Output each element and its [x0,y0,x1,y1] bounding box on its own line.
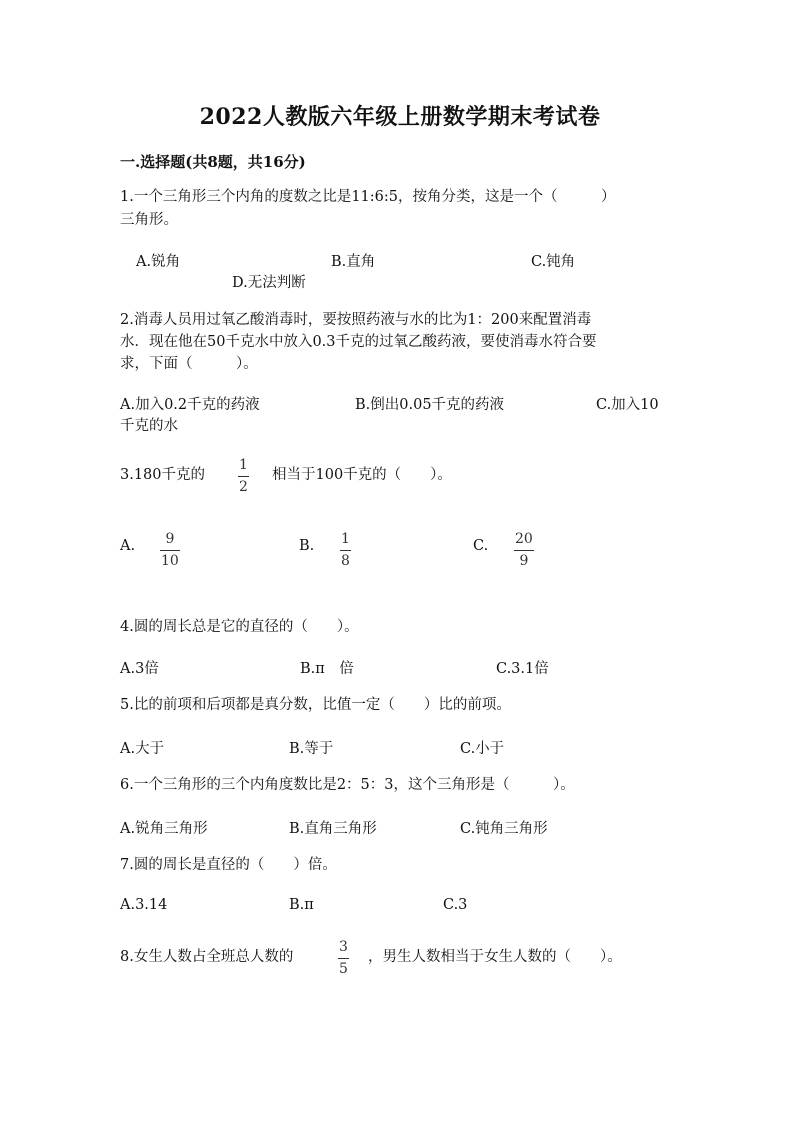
question-4-text: 4.圆的周长总是它的直径的（ ）。 [120,619,359,635]
option-c[interactable]: C.3 [443,897,468,913]
option-d[interactable]: D.无法判断 [232,275,306,291]
option-b[interactable]: B.直角三角形 [289,821,377,837]
fraction-denominator: 9 [519,553,529,569]
option-b[interactable]: B. [299,538,315,554]
fraction-bar [238,476,249,477]
fraction-denominator: 8 [341,553,350,569]
fraction-denominator: 2 [239,479,248,495]
question-7-text: 7.圆的周长是直径的（ ）倍。 [120,857,337,873]
fraction-denominator: 10 [161,553,179,569]
fraction-numerator: 9 [165,531,175,547]
page-title: 2022人教版六年级上册数学期末考试卷 [199,104,601,130]
option-a[interactable]: A. [120,538,136,554]
fraction-numerator: 3 [339,939,348,955]
fraction-bar [160,550,180,551]
fraction-bar [338,958,349,959]
question-6-text: 6.一个三角形的三个内角度数比是2：5：3，这个三角形是（ ）。 [120,777,575,793]
fraction [338,940,349,977]
option-b[interactable]: B.π 倍 [300,661,354,677]
fraction-numerator: 20 [515,531,533,547]
question-2-text-cont: 求，下面（ ）。 [120,356,258,372]
question-3-prefix: 3.180千克的 [120,467,206,483]
question-1-text-cont: 三角形。 [120,212,178,228]
question-1-text: 1.一个三角形三个内角的度数之比是11:6:5，按角分类，这是一个（ ） [120,189,616,205]
option-c[interactable]: C.加入10 [596,397,659,413]
option-c[interactable]: C. [473,538,489,554]
fraction-numerator: 1 [239,457,248,473]
question-3-suffix: 相当于100千克的（ ）。 [272,467,452,483]
option-c-fraction [514,532,534,569]
option-a[interactable]: A.3倍 [120,661,159,677]
question-2-text-cont: 水．现在他在50千克水中放入0.3千克的过氧乙酸药液，要使消毒水符合要 [120,334,597,350]
option-c[interactable]: C.3.1倍 [496,661,549,677]
section-heading: 一.选择题(共8题，共16分) [120,153,306,171]
fraction-numerator: 1 [341,531,350,547]
question-2-text: 2.消毒人员用过氧乙酸消毒时，要按照药液与水的比为1：200来配置消毒 [120,312,592,328]
option-b[interactable]: B.直角 [331,254,376,270]
option-a[interactable]: A.锐角三角形 [120,821,208,837]
question-8-suffix: ，男生人数相当于女生人数的（ ）。 [368,949,622,965]
option-a[interactable]: A.加入0.2千克的药液 [120,397,260,413]
option-a-fraction [160,532,180,569]
option-b-fraction [340,532,351,569]
question-8-prefix: 8.女生人数占全班总人数的 [120,949,294,965]
option-b[interactable]: B.等于 [289,741,334,757]
fraction [238,458,249,495]
fraction-bar [340,550,351,551]
fraction-denominator: 5 [339,961,348,977]
option-a[interactable]: A.大于 [120,741,165,757]
option-c-cont: 千克的水 [120,418,178,434]
option-b[interactable]: B.π [289,897,314,913]
option-c[interactable]: C.钝角三角形 [460,821,548,837]
option-c[interactable]: C.小于 [460,741,505,757]
question-5-text: 5.比的前项和后项都是真分数，比值一定（ ）比的前项。 [120,697,511,713]
option-a[interactable]: A.锐角 [136,254,181,270]
fraction-bar [514,550,534,551]
option-c[interactable]: C.钝角 [531,254,576,270]
option-a[interactable]: A.3.14 [120,897,168,913]
option-b[interactable]: B.倒出0.05千克的药液 [355,397,505,413]
